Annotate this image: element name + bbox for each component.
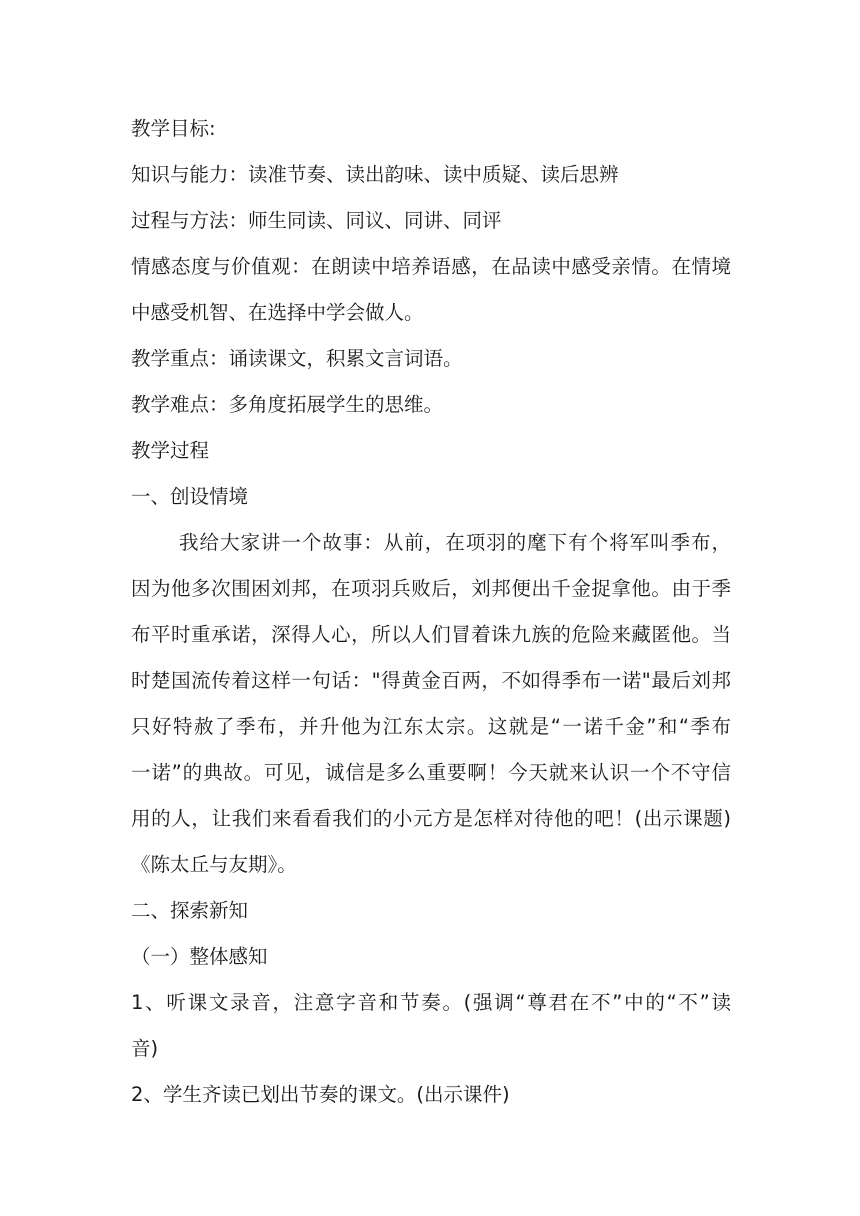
step-one-line-1: 1、听课文录音，注意字音和节奏。(强调“尊君在不”中的“不”读	[131, 991, 731, 1014]
step-one-line-2: 音)	[131, 1037, 159, 1060]
story-paragraph-line-1: 我给大家讲一个故事：从前，在项羽的麾下有个将军叫季布，	[179, 531, 731, 554]
goal-knowledge-ability: 知识与能力：读准节奏、读出韵味、读中质疑、读后思辨	[131, 163, 619, 186]
teaching-difficulty: 教学难点：多角度拓展学生的思维。	[131, 393, 444, 416]
goal-emotion-line-1: 情感态度与价值观：在朗读中培养语感，在品读中感受亲情。在情境	[131, 255, 731, 278]
section-two-heading: 二、探索新知	[131, 899, 249, 922]
heading-teaching-goals: 教学目标:	[131, 117, 216, 140]
document-page	[131, 106, 731, 1118]
story-paragraph-line-7: 用的人，让我们来看看我们的小元方是怎样对待他的吧！(出示课题)	[131, 807, 731, 830]
story-paragraph-line-2: 因为他多次围困刘邦，在项羽兵败后，刘邦便出千金捉拿他。由于季	[131, 577, 731, 600]
story-paragraph-line-4: 时楚国流传着这样一句话："得黄金百两，不如得季布一诺"最后刘邦	[131, 669, 731, 692]
goal-emotion-line-2: 中感受机智、在选择中学会做人。	[131, 301, 424, 324]
story-paragraph-line-5: 只好特赦了季布，并升他为江东太宗。这就是“一诺千金”和“季布	[131, 715, 731, 738]
story-paragraph-line-6: 一诺”的典故。可见，诚信是多么重要啊！今天就来认识一个不守信	[131, 761, 731, 784]
step-two: 2、学生齐读已划出节奏的课文。(出示课件)	[131, 1083, 510, 1106]
section-one-heading: 一、创设情境	[131, 485, 249, 508]
story-paragraph-line-3: 布平时重承诺，深得人心，所以人们冒着诛九族的危险来藏匿他。当	[131, 623, 731, 646]
teaching-key-point: 教学重点：诵读课文，积累文言词语。	[131, 347, 463, 370]
subsection-overall-perception: （一）整体感知	[131, 945, 268, 968]
goal-process-method: 过程与方法：师生同读、同议、同讲、同评	[131, 209, 502, 232]
heading-teaching-process: 教学过程	[131, 439, 210, 462]
story-paragraph-line-8: 《陈太丘与友期》。	[131, 853, 297, 876]
